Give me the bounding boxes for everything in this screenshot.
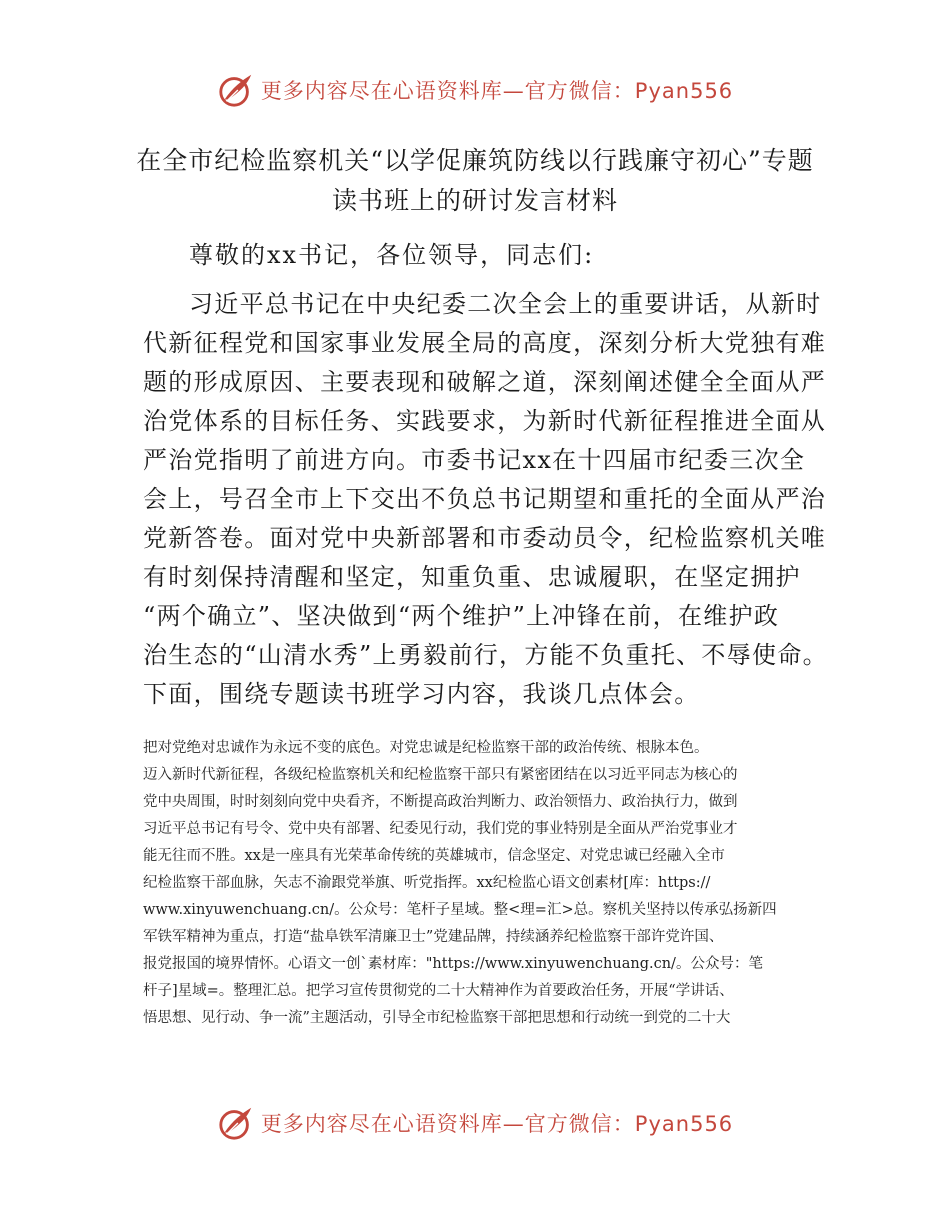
- paragraph-line: 军铁军精神为重点，打造“盐阜铁军清廉卫士”党建品牌，持续涵养纪检监察干部许党许国、: [143, 929, 724, 945]
- document-title-line-2: 读书班上的研讨发言材料: [331, 186, 618, 215]
- banner-text: 更多内容尽在心语资料库—官方微信：Pyan556: [260, 1112, 734, 1136]
- paragraph-line: 习近平总书记在中央纪委二次全会上的重要讲话，从新时: [189, 290, 822, 318]
- paragraph-line: 党新答卷。面对党中央新部署和市委动员令，纪检监察机关唯: [143, 524, 827, 552]
- salutation: 尊敬的xx书记，各位领导，同志们:: [189, 241, 595, 269]
- footer-banner: [0, 1101, 950, 1145]
- paragraph-line: 有时刻保持清醒和坚定，知重负重、忠诚履职，在坚定拥护: [143, 563, 801, 591]
- paragraph-line: 能无往而不胜。xx是一座具有光荣革命传统的英雄城市，信念坚定、对党忠诚已经融入全市: [143, 848, 725, 864]
- paragraph-line: 会上，号召全市上下交出不负总书记期望和重托的全面从严治: [143, 485, 827, 513]
- paragraph-line: 下面，围绕专题读书班学习内容，我谈几点体会。: [143, 680, 700, 708]
- paragraph-line: 迈入新时代新征程，各级纪检监察机关和纪检监察干部只有紧密团结在以习近平同志为核心的: [143, 767, 738, 783]
- document-title-line-1: 在全市纪检监察机关“以学促廉筑防线以行践廉守初心”专题: [136, 146, 814, 175]
- paragraph-line: 杆子]星域=。整理汇总。把学习宣传贯彻党的二十大精神作为首要政治任务，开展“学讲话、: [143, 983, 734, 999]
- paragraph-line: 治生态的“山清水秀”上勇毅前行，方能不负重托、不辱使命。: [143, 641, 828, 669]
- feather-pen-logo-icon: [217, 1103, 255, 1143]
- paragraph-line: 治党体系的目标任务、实践要求，为新时代新征程推进全面从: [143, 407, 827, 435]
- paragraph-line: www.xinyuwenchuang.cn/。公众号：笔杆子星域。整<理=汇>总。察机关坚持以传承弘扬新四: [143, 902, 777, 918]
- banner-text: 更多内容尽在心语资料库—官方微信：Pyan556: [260, 79, 734, 103]
- header-banner: [0, 68, 950, 112]
- paragraph-line: “两个确立”、坚决做到“两个维护”上冲锋在前，在维护政: [143, 602, 780, 630]
- paragraph-line: 题的形成原因、主要表现和破解之道，深刻阐述健全全面从严: [143, 368, 827, 396]
- paragraph-line: 严治党指明了前进方向。市委书记xx在十四届市纪委三次全: [143, 446, 806, 474]
- paragraph-line: 习近平总书记有号令、党中央有部署、纪委见行动，我们党的事业特别是全面从严治党事业才: [143, 821, 738, 837]
- paragraph-line: 代新征程党和国家事业发展全局的高度，深刻分析大党独有难: [143, 329, 827, 357]
- paragraph-line: 悟思想、见行动、争一流”主题活动，引导全市纪检监察干部把思想和行动统一到党的二十大: [143, 1010, 731, 1026]
- paragraph-line: 党中央周围，时时刻刻向党中央看齐，不断提高政治判断力、政治领悟力、政治执行力，做到: [143, 794, 738, 810]
- paragraph-line: 报党报国的境界情怀。心语文一创`素材库："https://www.xinyuwenchuang.cn/。公众号：笔: [143, 956, 763, 972]
- paragraph-line: 把对党绝对忠诚作为永远不变的底色。对党忠诚是纪检监察干部的政治传统、根脉本色。: [143, 740, 709, 756]
- paragraph-line: 纪检监察干部血脉，矢志不渝跟党举旗、听党指挥。xx纪检监心语文创素材[库：https://: [143, 875, 711, 891]
- feather-pen-logo-icon: [217, 70, 255, 110]
